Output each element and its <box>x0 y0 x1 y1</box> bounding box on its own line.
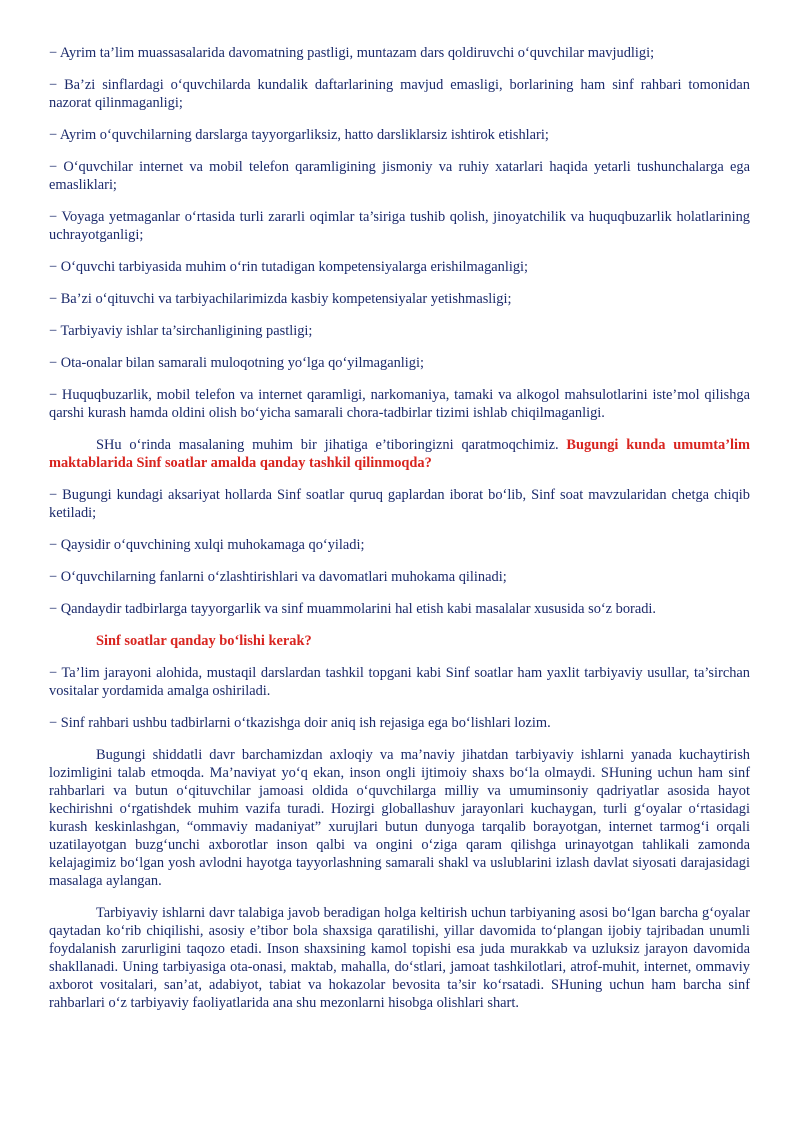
body-paragraph: Tarbiyaviy ishlarni davr talabiga javob beradigan holga keltirish uchun tarbiyaning asosi bo‘lgan barcha g‘oyalar qaytadan ko‘rib chiqilishi, asosiy e’tibor bola shaxsiga qaratilishi, yillar davomida to‘plangan ijobiy tajribadan unumli foydalanish zarurligini taqozo etadi. Inson shaxsining kamol topishi esa juda murakkab va uzluksiz jarayon davomida shakllanadi. Uning tarbiyasiga ota-onasi, maktab, mahalla, do‘stlari, jamoat tashkilotlari, atrof-muhit, internet, ommaviy axborot vositalari, san’at, adabiyot, tabiat va hokazolar bevosita ta’sir ko‘rsatadi. SHuning uchun ham barcha sinf rahbarlari o‘z tarbiyaviy faoliyatlarida ana shu mezonlarni hisobga olishlari shart. <box>49 905 750 1011</box>
question-lead: SHu o‘rinda masalaning muhim bir jihatiga e’tiboringizni qaratmoqchimiz. <box>96 437 567 453</box>
problem-item: − Ba’zi sinflardagi o‘quvchilarda kundalik daftarlarining mavjud emasligi, borlarining ham sinf rahbari tomonidan nazorat qilinmaganligi; <box>49 77 750 111</box>
problem-item: − Ba’zi o‘qituvchi va tarbiyachilarimizda kasbiy kompetensiyalar yetishmasligi; <box>49 291 512 307</box>
problem-item: − Ota-onalar bilan samarali muloqotning yo‘lga qo‘yilmaganligi; <box>49 355 424 371</box>
section-heading: Sinf soatlar qanday bo‘lishi kerak? <box>96 633 312 649</box>
current-practice-item: − Qaysidir o‘quvchining xulqi muhokamaga qo‘yiladi; <box>49 537 365 553</box>
body-paragraph: Bugungi shiddatli davr barchamizdan axloqiy va ma’naviy jihatdan tarbiyaviy ishlarni yanada kuchaytirish lozimligini talab etmoqda. Ma’naviyat yo‘q ekan, inson ongli ijtimoiy shaxs bo‘la olmaydi. SHuning uchun ham sinf rahbarlari va butun o‘qituvchilar jamoasi oldida o‘quvchilarga milliy va umuminsoniy qadriyatlar asosida hayot kechirishni o‘rgatishdek muhim vazifa turadi. Hozirgi globallashuv jarayonlari kuchaygan, turli g‘oyalar o‘rtasidagi kurash keskinlashgan, “ommaviy madaniyat” xurujlari butun dunyoga tarqalib borayotgan, internet tarmog‘i orqali uzatilayotgan buzg‘unchi axborotlar inson qalbi va ongini o‘ziga qaram qilishga urinayotgan tahlikali zamonda kelajagimiz bo‘lgan yosh avlodni hayotga tayyorlashning samarali shakl va uslublarini izlash davlat siyosati darajasidagi masalaga aylangan. <box>49 747 750 889</box>
current-practice-item: − O‘quvchilarning fanlarni o‘zlashtirishlari va davomatlari muhokama qilinadi; <box>49 569 507 585</box>
problem-item: − O‘quvchilar internet va mobil telefon qaramligining jismoniy va ruhiy xatarlari haqida yetarli tushunchalarga ega emasliklari; <box>49 159 750 193</box>
problem-item: − Huquqbuzarlik, mobil telefon va internet qaramligi, narkomaniya, tamaki va alkogol mahsulotlarini iste’mol qilishga qarshi kurash hamda oldini olish bo‘yicha samarali chora-tadbirlar tizimi ishlab chiqilmaganligi. <box>49 387 750 421</box>
recommendation-item: − Ta’lim jarayoni alohida, mustaqil darslardan tashkil topgani kabi Sinf soatlar ham yaxlit tarbiyaviy usullar, ta’sirchan vositalar yordamida amalga oshiriladi. <box>49 665 750 699</box>
question-paragraph <box>49 436 750 472</box>
problem-item: − Ayrim o‘quvchilarning darslarga tayyorgarliksiz, hatto darsliklarsiz ishtirok etishlari; <box>49 127 549 143</box>
recommendation-item: − Sinf rahbari ushbu tadbirlarni o‘tkazishga doir aniq ish rejasiga ega bo‘lishlari lozim. <box>49 715 551 731</box>
question-highlight: Bugungi kunda umumta’lim maktablarida Sinf soatlar amalda qanday tashkil qilinmoqda? <box>49 437 750 471</box>
current-practice-item: − Qandaydir tadbirlarga tayyorgarlik va sinf muammolarini hal etish kabi masalalar xususida so‘z boradi. <box>49 601 657 617</box>
problem-item: − O‘quvchi tarbiyasida muhim o‘rin tutadigan kompetensiyalarga erishilmaganligi; <box>49 259 529 275</box>
problem-item: − Ayrim ta’lim muassasalarida davomatning pastligi, muntazam dars qoldiruvchi o‘quvchilar mavjudligi; <box>49 45 655 61</box>
problem-item: − Voyaga yetmaganlar o‘rtasida turli zararli oqimlar ta’siriga tushib qolish, jinoyatchilik va huquqbuzarlik holatlarining uchrayotganligi; <box>49 209 750 243</box>
current-practice-item: − Bugungi kundagi aksariyat hollarda Sinf soatlar quruq gaplardan iborat bo‘lib, Sinf soat mavzularidan chetga chiqib ketiladi; <box>49 487 750 521</box>
problem-item: − Tarbiyaviy ishlar ta’sirchanligining pastligi; <box>49 323 313 339</box>
